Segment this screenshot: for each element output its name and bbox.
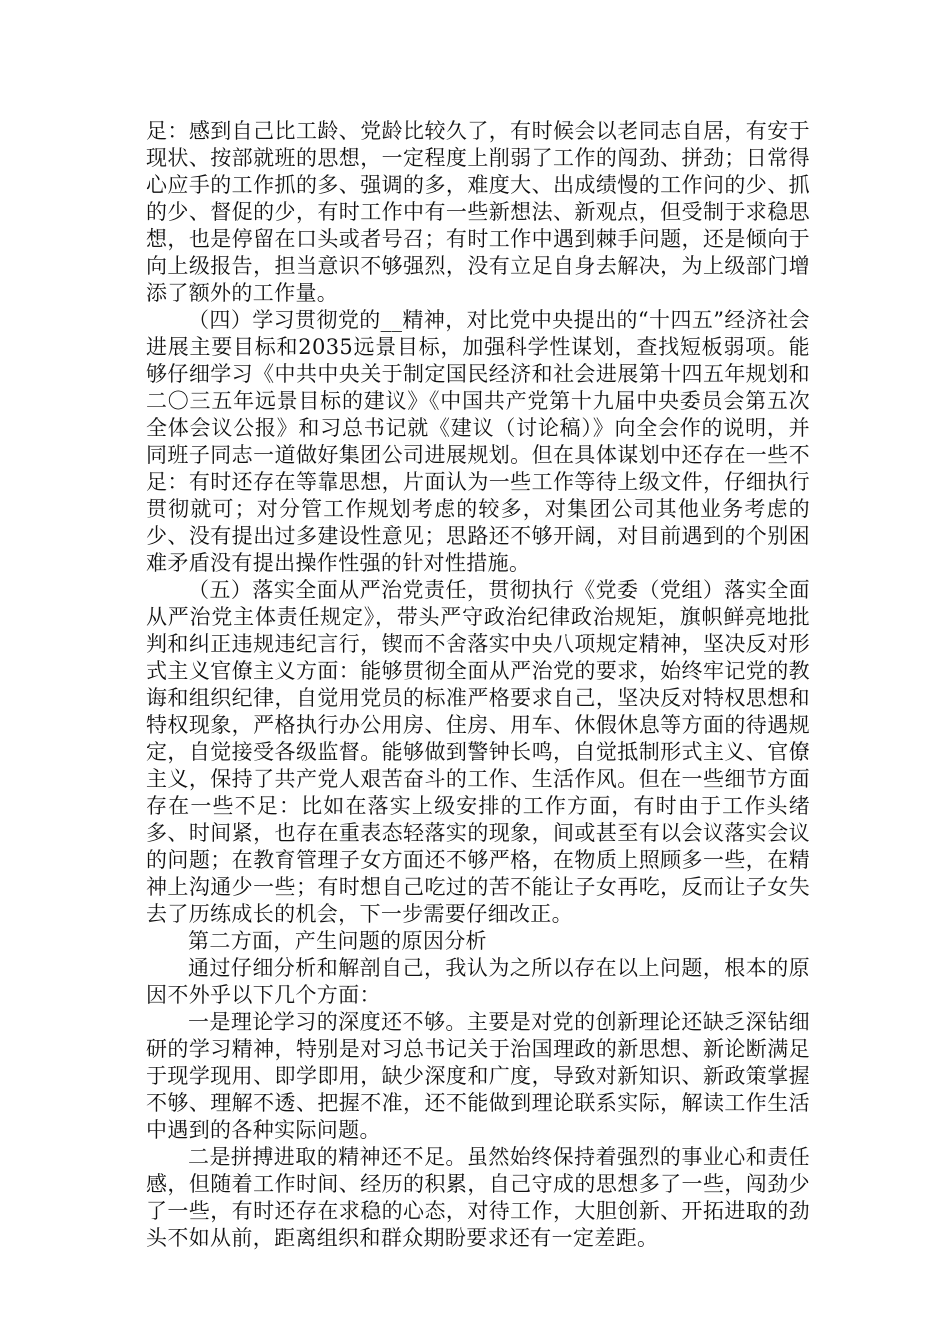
body-paragraph: 一是理论学习的深度还不够。主要是对党的创新理论还缺乏深钻细研的学习精神，特别是对习总书记关于治国理政的新思想、新论断满足于现学现用、即学即用，缺少深度和广度，导致对新知识、新政策掌握不够、理解不透、把握不准，还不能做到理论联系实际，解读工作生活中遇到的各种实际问题。 [146, 1010, 810, 1142]
body-paragraph: （五）落实全面从严治党责任，贯彻执行《党委（党组）落实全面从严治党主体责任规定》，带头严守政治纪律政治规矩，旗帜鲜亮地批判和纠正违规违纪言行，锲而不舍落实中央八项规定精神，坚决反对形式主义官僚主义方面：能够贯彻全面从严治党的要求，始终牢记党的教诲和组织纪律，自觉用党员的标准严格要求自己，坚决反对特权思想和特权现象，严格执行办公用房、住房、用车、休假休息等方面的待遇规定，自觉接受各级监督。能够做到警钟长鸣，自觉抵制形式主义、官僚主义，保持了共产党人艰苦奋斗的工作、生活作风。但在一些细节方面存在一些不足：比如在落实上级安排的工作方面，有时由于工作头绪多、时间紧，也存在重表态轻落实的现象，间或甚至有以会议落实会议的问题；在教育管理子女方面还不够严格，在物质上照顾多一些，在精神上沟通少一些；有时想自己吃过的苦不能让子女再吃，反而让子女失去了历练成长的机会，下一步需要仔细改正。 [146, 578, 810, 926]
body-paragraph: 通过仔细分析和解剖自己，我认为之所以存在以上问题，根本的原因不外乎以下几个方面： [146, 956, 810, 1007]
body-paragraph: 二是拼搏进取的精神还不足。虽然始终保持着强烈的事业心和责任感，但随着工作时间、经历的积累，自己守成的思想多了一些，闯劲少了一些，有时还存在求稳的心态，对待工作，大胆创新、开拓进取的劲头不如从前，距离组织和群众期盼要求还有一定差距。 [146, 1145, 810, 1250]
body-paragraph: （四）学习贯彻党的__精神，对比党中央提出的“十四五”经济社会进展主要目标和2035远景目标，加强科学性谋划，查找短板弱项。能够仔细学习《中共中央关于制定国民经济和社会进展第十四五年规划和二〇三五年远景目标的建议》《中国共产党第十九届中央委员会第五次全体会议公报》和习总书记就《建议（讨论稿）》向全会作的说明，并同班子同志一道做好集团公司进展规划。但在具体谋划中还存在一些不足：有时还存在等靠思想，片面认为一些工作等待上级文件，仔细执行贯彻就可；对分管工作规划考虑的较多，对集团公司其他业务考虑的少、没有提出过多建设性意见；思路还不够开阔，对目前遇到的个别困难矛盾没有提出操作性强的针对性措施。 [146, 308, 810, 575]
section-heading: 第二方面，产生问题的原因分析 [188, 929, 487, 953]
body-paragraph: 足：感到自己比工龄、党龄比较久了，有时候会以老同志自居，有安于现状、按部就班的思想，一定程度上削弱了工作的闯劲、拼劲；日常得心应手的工作抓的多、强调的多，难度大、出成绩慢的工作问的少、抓的少、督促的少，有时工作中有一些新想法、新观点，但受制于求稳思想，也是停留在口头或者号召；有时工作中遇到棘手问题，还是倾向于向上级报告，担当意识不够强烈，没有立足自身去解决，为上级部门增添了额外的工作量。 [146, 119, 810, 305]
document-page [146, 118, 810, 1252]
